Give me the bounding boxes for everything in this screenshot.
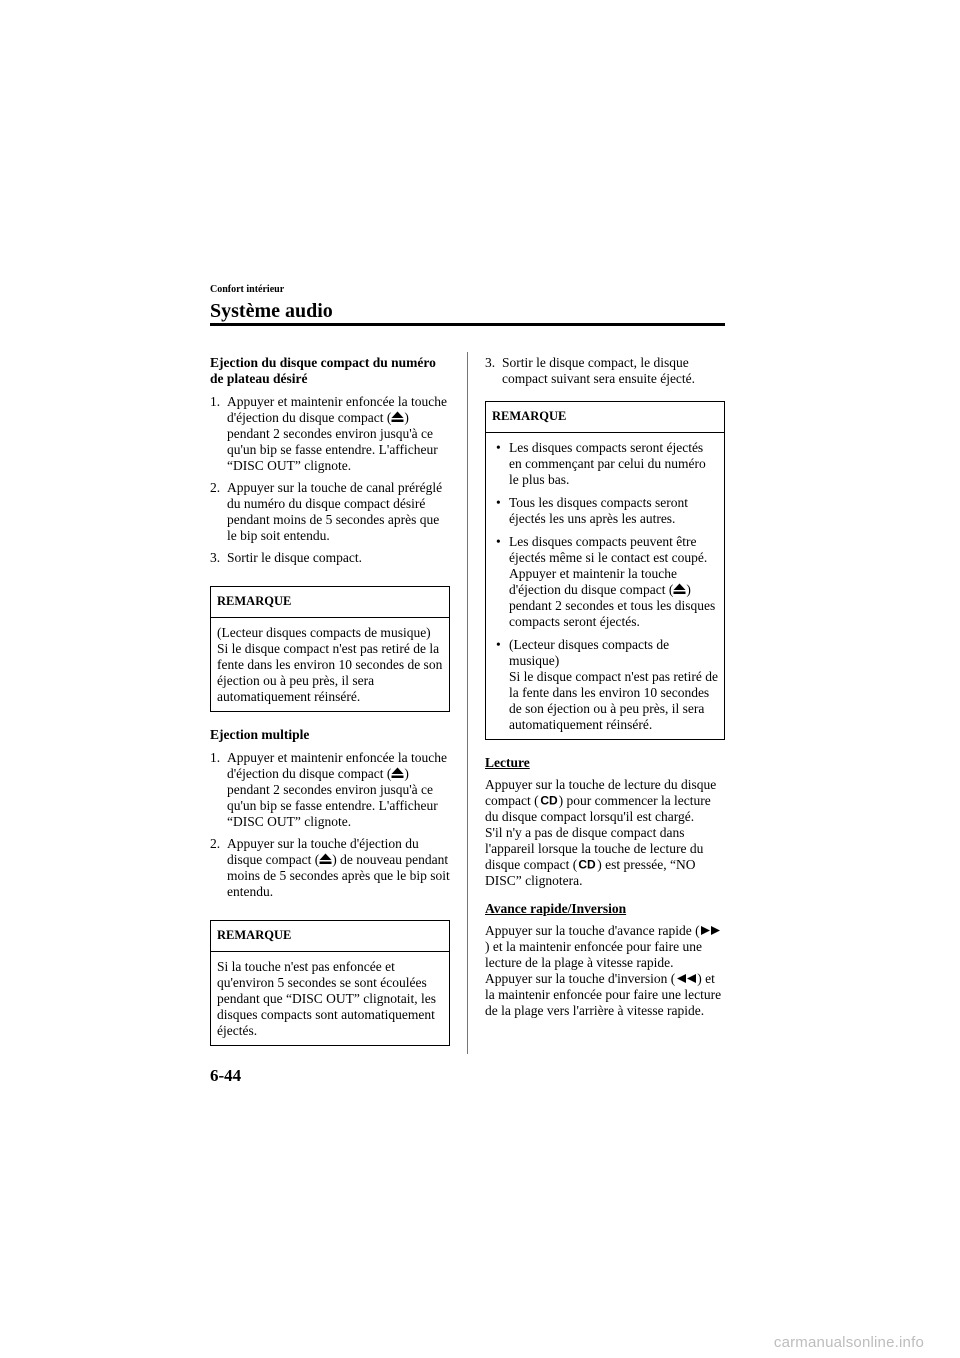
right-column: [485, 355, 725, 1019]
step-number: 1.: [210, 394, 221, 409]
fast-forward-icon: [700, 925, 722, 936]
step-number: 2.: [210, 836, 221, 851]
eject-icon: [391, 411, 404, 423]
note-title: REMARQUE: [211, 921, 449, 952]
heading-ejection-disque: Ejection du disque compact du numéro de plateau désiré: [210, 355, 436, 386]
list-item: • (Lecteur disques compacts de musique) Si le disque compact n'est pas retiré de la fente dans les environ 10 secondes de son éjection ou à peu près, il sera automatiquement réinséré.: [492, 637, 718, 733]
heading-lecture: Lecture: [485, 755, 530, 770]
svg-text:CD: CD: [578, 858, 596, 870]
cd-icon: [539, 794, 559, 806]
header-rule: [210, 323, 725, 326]
note-title: REMARQUE: [486, 402, 724, 433]
step-2: 2. Appuyer sur la touche d'éjection du disque compact ( ) de nouveau pendant moins de 5 secondes après que le bip soit entendu.: [210, 836, 450, 899]
eject-icon: [673, 583, 686, 595]
list-item: • Les disques compacts seront éjectés en commençant par celui du numéro le plus bas.: [492, 440, 718, 488]
rewind-icon: [675, 973, 697, 984]
paragraph: S'il n'y a pas de disque compact dans l'appareil lorsque la touche de lecture du disque compact ( CD ) est pressée, “NO DISC” clignotera.: [485, 825, 704, 888]
note-title: REMARQUE: [211, 587, 449, 618]
list-item: • Tous les disques compacts seront éjectés les uns après les autres.: [492, 495, 718, 527]
page-title: Système audio: [210, 300, 333, 322]
note-body: Si la touche n'est pas enfoncée et qu'environ 5 secondes se sont écoulées pendant que “DISC OUT” clignotait, les disques compacts sont automatiquement éjectés.: [217, 959, 436, 1038]
note-body: (Lecteur disques compacts de musique) Si le disque compact n'est pas retiré de la fente dans les environ 10 secondes de son éjection ou à peu près, il sera automatiquement réinséré.: [217, 625, 443, 704]
note-box: [210, 920, 450, 1046]
step-1: 1. Appuyer et maintenir enfoncée la touche d'éjection du disque compact ( ) pendant 2 secondes environ jusqu'à ce qu'un bip se fasse entendre. L'afficheur “DISC OUT” clignote.: [210, 750, 448, 829]
eject-icon: [319, 853, 332, 865]
step-3: 3. Sortir le disque compact.: [210, 550, 362, 565]
section-label: Confort intérieur: [210, 284, 285, 295]
column-divider: [467, 352, 468, 1054]
paragraph: Appuyer sur la touche d'avance rapide ( ) et la maintenir enfoncée pour faire une lecture de la plage à vitesse rapide.: [485, 923, 725, 971]
step-3: 3. Sortir le disque compact, le disque compact suivant sera ensuite éjecté.: [485, 355, 696, 386]
eject-icon: [391, 767, 404, 779]
step-number: 2.: [210, 480, 221, 495]
left-column: [210, 355, 450, 1061]
svg-text:CD: CD: [539, 794, 558, 806]
cd-icon: [577, 858, 597, 870]
step-number: 1.: [210, 750, 221, 765]
step-number: 3.: [210, 550, 221, 565]
heading-avance-rapide: Avance rapide/Inversion: [485, 901, 627, 916]
note-box: [485, 401, 725, 740]
step-2: 2. Appuyer sur la touche de canal préréglé du numéro du disque compact désiré pendant moins de 5 secondes après que le bip soit entendu.: [210, 480, 443, 543]
list-item: • Les disques compacts peuvent être éjectés même si le contact est coupé. Appuyer et maintenir la touche d'éjection du disque compact ( ) pendant 2 secondes et tous les disques compacts seront éjectés.: [492, 534, 718, 630]
heading-ejection-multiple: Ejection multiple: [210, 727, 310, 742]
note-box: [210, 586, 450, 712]
note-bullets: [492, 440, 718, 733]
page-number: 6-44: [210, 1066, 242, 1085]
header: [210, 284, 725, 323]
paragraph: Appuyer sur la touche d'inversion ( ) et la maintenir enfoncée pour faire une lecture de la plage vers l'arrière à vitesse rapide.: [485, 971, 722, 1018]
step-1: 1. Appuyer et maintenir enfoncée la touche d'éjection du disque compact ( ) pendant 2 secondes environ jusqu'à ce qu'un bip se fasse entendre. L'afficheur “DISC OUT” clignote.: [210, 394, 448, 473]
paragraph: Appuyer sur la touche de lecture du disque compact ( CD ) pour commencer la lecture du disque compact lorsqu'il est chargé.: [485, 777, 717, 824]
note-body: [486, 433, 724, 739]
watermark: carmanualsonline.info: [773, 1334, 924, 1351]
step-number: 3.: [485, 355, 496, 370]
